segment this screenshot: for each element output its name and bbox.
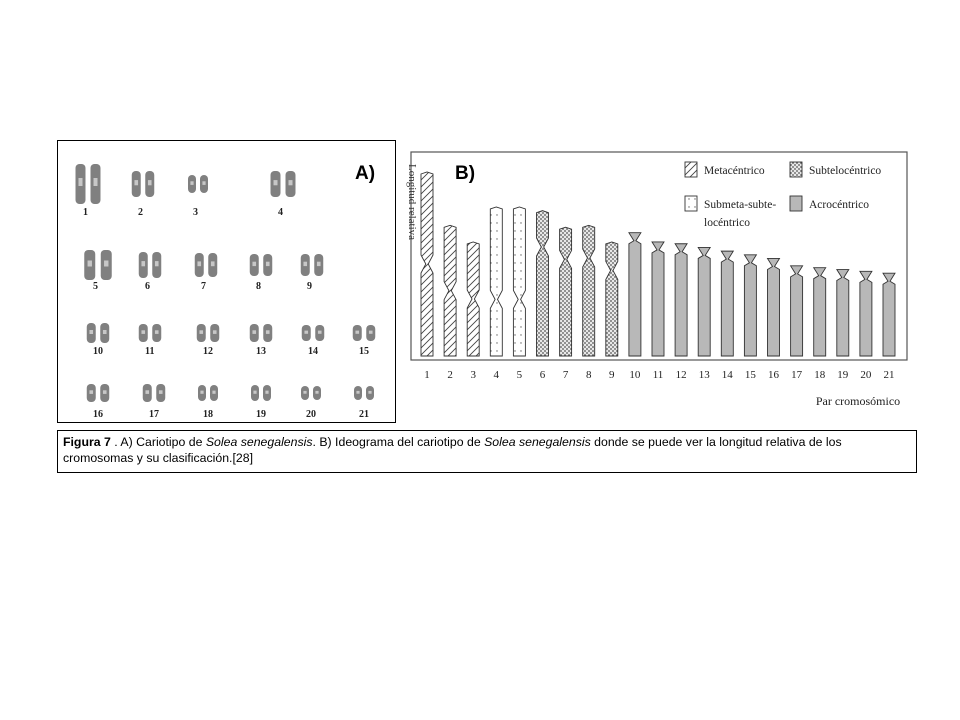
x-tick-label-6: 6 — [539, 369, 546, 381]
chromosome-bar-10 — [629, 233, 641, 356]
legend-entry-label: Acrocéntrico — [809, 199, 870, 211]
legend-swatch-dots — [790, 162, 802, 177]
caption-text-3: donde se puede ver la longitud relativa de los cromosomas y su clasificación.[28] — [63, 435, 842, 465]
figure-label: Figura 7 — [63, 435, 111, 449]
x-tick-label-16: 16 — [768, 369, 779, 381]
karyotype-panel — [57, 140, 396, 423]
pair-number-7: 7 — [201, 281, 206, 292]
chromosome-bar-8 — [583, 225, 595, 356]
x-tick-label-10: 10 — [629, 369, 641, 381]
pair-number-14: 14 — [308, 346, 318, 357]
x-axis-label: Par cromosómico — [815, 394, 901, 408]
chromosome-pair-3 — [188, 175, 208, 193]
chromosome-pair-17 — [143, 384, 166, 402]
legend-entry-label: Subtelocéntrico — [809, 165, 882, 177]
ideogram-chart — [398, 140, 917, 423]
pair-number-3: 3 — [193, 207, 198, 218]
chromosome-pair-19 — [251, 385, 271, 401]
chromosome-bar-9 — [606, 242, 618, 356]
x-tick-label-3: 3 — [470, 369, 476, 381]
x-tick-label-2: 2 — [447, 369, 453, 381]
chromosome-pair-9 — [301, 254, 324, 276]
x-tick-label-21: 21 — [883, 369, 895, 381]
pair-number-8: 8 — [256, 281, 261, 292]
pair-number-17: 17 — [149, 409, 159, 420]
x-tick-label-5: 5 — [516, 369, 523, 381]
caption-text-2: . B) Ideograma del cariotipo de — [312, 435, 485, 449]
chromosome-pair-6 — [139, 252, 162, 278]
chromosome-pair-8 — [250, 254, 273, 276]
pair-number-11: 11 — [145, 346, 155, 357]
figure-caption — [57, 430, 917, 473]
x-tick-label-14: 14 — [721, 369, 733, 381]
x-tick-label-12: 12 — [675, 369, 687, 381]
x-tick-label-17: 17 — [791, 369, 803, 381]
chromosome-bar-13 — [698, 247, 710, 356]
chromosome-pair-18 — [198, 385, 218, 401]
chart-legend — [685, 162, 881, 229]
chromosome-pair-11 — [139, 324, 162, 342]
chromosome-pair-2 — [132, 171, 155, 197]
x-tick-label-18: 18 — [814, 369, 826, 381]
x-tick-label-1: 1 — [424, 369, 430, 381]
pair-number-6: 6 — [145, 281, 150, 292]
pair-number-12: 12 — [203, 346, 213, 357]
chromosome-bar-3 — [467, 242, 479, 356]
chromosome-pair-14 — [302, 325, 325, 341]
x-tick-label-20: 20 — [860, 369, 872, 381]
panel-a-label: A) — [355, 163, 376, 184]
x-tick-label-19: 19 — [837, 369, 849, 381]
x-tick-label-9: 9 — [609, 369, 615, 381]
chromosome-bar-21 — [883, 273, 895, 356]
karyotype-image — [58, 141, 395, 422]
chromosome-bar-1 — [421, 172, 433, 356]
legend-entry-label-line2: locéntrico — [704, 217, 750, 229]
x-tick-label-4: 4 — [493, 369, 500, 381]
ideogram-panel — [398, 140, 917, 423]
pair-number-10: 10 — [93, 346, 103, 357]
chromosome-pair-1 — [76, 164, 101, 204]
chromosome-bar-2 — [444, 225, 456, 356]
chromosome-bar-19 — [837, 270, 849, 356]
chromosome-pair-7 — [195, 253, 218, 277]
chromosome-bar-15 — [744, 255, 756, 356]
pair-number-16: 16 — [93, 409, 103, 420]
chromosome-bar-17 — [791, 266, 803, 356]
chromosome-pair-5 — [84, 250, 112, 280]
chromosome-pair-16 — [87, 384, 110, 402]
chromosome-bar-20 — [860, 271, 872, 356]
legend-swatch-diagonal — [685, 162, 697, 177]
chromosome-bar-16 — [768, 258, 780, 356]
pair-number-13: 13 — [256, 346, 266, 357]
x-tick-label-11: 11 — [652, 369, 664, 381]
legend-entry-label: Submeta-subte- — [704, 199, 777, 211]
chromosome-bar-11 — [652, 242, 664, 356]
chromosome-bar-14 — [721, 251, 733, 356]
chromosome-pair-13 — [250, 324, 273, 342]
pair-number-18: 18 — [203, 409, 213, 420]
panel-b-label: B) — [455, 163, 476, 184]
chromosome-bar-5 — [513, 207, 525, 356]
chromosome-pair-21 — [354, 386, 374, 400]
chromosome-pair-20 — [301, 386, 321, 400]
species-name-1: Solea senegalensis — [205, 435, 313, 449]
pair-number-2: 2 — [138, 207, 143, 218]
legend-entry-label: Metacéntrico — [704, 165, 765, 177]
pair-number-4: 4 — [278, 207, 283, 218]
x-tick-label-7: 7 — [562, 369, 569, 381]
chromosome-bar-7 — [560, 227, 572, 356]
x-tick-label-13: 13 — [698, 369, 710, 381]
y-axis-label: Longitud relativa — [406, 163, 418, 241]
caption-text-1: . A) Cariotipo de — [110, 435, 206, 449]
x-tick-label-15: 15 — [744, 369, 756, 381]
chromosome-bar-12 — [675, 244, 687, 356]
x-tick-label-8: 8 — [585, 369, 592, 381]
chromosome-pair-15 — [353, 325, 376, 341]
pair-number-15: 15 — [359, 346, 369, 357]
chromosome-pair-10 — [87, 323, 110, 343]
legend-swatch-gray — [790, 196, 802, 211]
pair-number-21: 21 — [359, 409, 369, 420]
legend-swatch-dashed — [685, 196, 697, 211]
chromosome-pair-4 — [271, 171, 296, 197]
chromosome-bar-6 — [537, 211, 549, 356]
pair-number-1: 1 — [83, 207, 88, 218]
pair-number-20: 20 — [306, 409, 316, 420]
species-name-2: Solea senegalensis — [484, 435, 591, 449]
chromosome-bar-4 — [490, 207, 502, 356]
pair-number-9: 9 — [307, 281, 312, 292]
pair-number-5: 5 — [93, 281, 98, 292]
chromosome-bar-18 — [814, 268, 826, 356]
pair-number-19: 19 — [256, 409, 266, 420]
chromosome-pair-12 — [197, 324, 220, 342]
